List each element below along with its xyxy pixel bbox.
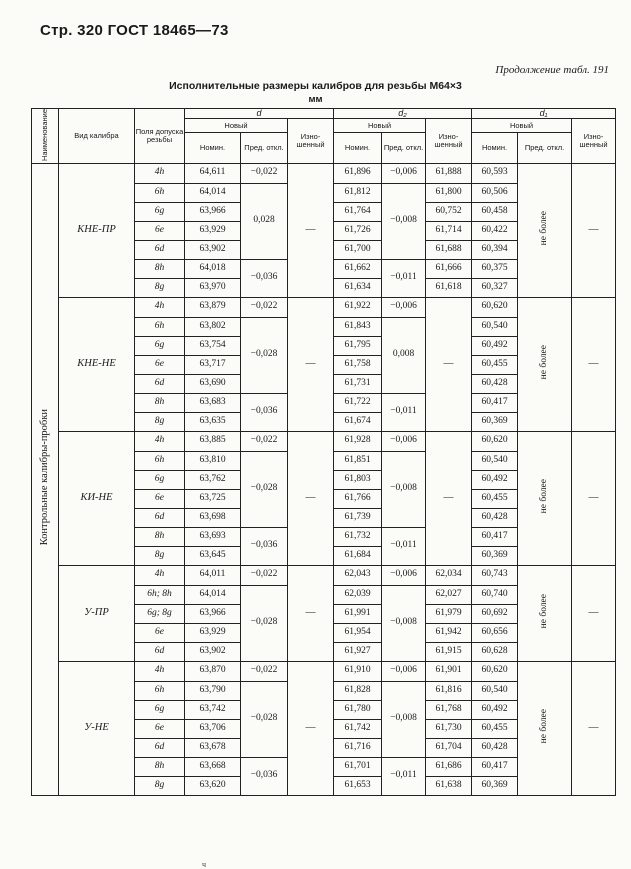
d-nominal-cell: 63,902 (185, 240, 241, 259)
d1-nominal-cell: 60,428 (472, 508, 518, 527)
tolerance-cell: 6h; 8h (135, 585, 185, 604)
d1-nominal-cell: 60,593 (472, 163, 518, 183)
d-nominal-cell: 63,929 (185, 221, 241, 240)
calibre-kind: У-НЕ (59, 661, 135, 795)
d1-worn-cell: — (572, 163, 616, 297)
d-nominal-cell: 63,870 (185, 661, 241, 681)
d2-worn-cell: 61,666 (426, 259, 472, 278)
table-continuation-label: Продолжение табл. 191 (495, 64, 609, 76)
d1-nominal-cell: 60,692 (472, 604, 518, 623)
d1-nominal-cell: 60,369 (472, 412, 518, 431)
calibre-kind: У-ПР (59, 565, 135, 661)
d-nominal-cell: 63,902 (185, 642, 241, 661)
d1-nominal-cell: 60,506 (472, 183, 518, 202)
d-limit-dev-cell: −0,022 (241, 431, 288, 451)
d1-limit-dev-cell: не более (518, 297, 572, 431)
d1-nominal-cell: 60,656 (472, 623, 518, 642)
d2-nominal-cell: 61,742 (334, 719, 382, 738)
header-d-limit-dev: Пред. откл. (241, 132, 288, 163)
table-title: Исполнительные размеры калибров для резьбы М64×3 (169, 80, 462, 92)
d1-nominal-cell: 60,492 (472, 700, 518, 719)
d2-limit-dev-cell: −0,011 (382, 527, 426, 565)
tolerance-cell: 6g (135, 202, 185, 221)
tolerance-cell: 4h (135, 661, 185, 681)
d-limit-dev-cell: −0,028 (241, 585, 288, 661)
d1-nominal-cell: 60,375 (472, 259, 518, 278)
d1-nominal-cell: 60,492 (472, 336, 518, 355)
d-nominal-cell: 63,717 (185, 355, 241, 374)
d2-nominal-cell: 61,780 (334, 700, 382, 719)
d2-limit-dev-cell: −0,006 (382, 565, 426, 585)
d-nominal-cell: 63,620 (185, 776, 241, 795)
d-nominal-cell: 63,678 (185, 738, 241, 757)
d1-limit-dev-cell: не более (518, 163, 572, 297)
d1-nominal-cell: 60,540 (472, 317, 518, 336)
d2-nominal-cell: 61,758 (334, 355, 382, 374)
d-worn-cell: — (288, 163, 334, 297)
d1-nominal-cell: 60,740 (472, 585, 518, 604)
d2-nominal-cell: 61,634 (334, 278, 382, 297)
d2-worn-cell: 61,686 (426, 757, 472, 776)
d2-nominal-cell: 61,701 (334, 757, 382, 776)
d1-nominal-cell: 60,422 (472, 221, 518, 240)
d-limit-dev-cell: −0,022 (241, 297, 288, 317)
d2-nominal-cell: 61,766 (334, 489, 382, 508)
d-worn-cell: — (288, 661, 334, 795)
d1-nominal-cell: 60,620 (472, 297, 518, 317)
tolerance-cell: 6e (135, 489, 185, 508)
d1-nominal-cell: 60,628 (472, 642, 518, 661)
d2-worn-cell: 62,027 (426, 585, 472, 604)
tolerance-cell: 6e (135, 623, 185, 642)
tolerance-cell: 6d (135, 374, 185, 393)
d2-limit-dev-cell: −0,006 (382, 431, 426, 451)
d2-nominal-cell: 61,726 (334, 221, 382, 240)
d-nominal-cell: 64,014 (185, 585, 241, 604)
d2-limit-dev-cell: −0,008 (382, 681, 426, 757)
d1-nominal-cell: 60,369 (472, 546, 518, 565)
d2-nominal-cell: 61,927 (334, 642, 382, 661)
d2-worn-cell: 61,800 (426, 183, 472, 202)
d2-nominal-cell: 61,991 (334, 604, 382, 623)
d-nominal-cell: 63,690 (185, 374, 241, 393)
d2-nominal-cell: 61,828 (334, 681, 382, 700)
tolerance-cell: 6g; 8g (135, 604, 185, 623)
d-nominal-cell: 63,810 (185, 451, 241, 470)
d2-worn-cell: 61,638 (426, 776, 472, 795)
d2-worn-cell: 61,888 (426, 163, 472, 183)
header-d: d (185, 109, 334, 119)
d-nominal-cell: 63,970 (185, 278, 241, 297)
table-unit: мм (308, 94, 323, 105)
tolerance-cell: 4h (135, 431, 185, 451)
d2-nominal-cell: 61,731 (334, 374, 382, 393)
d2-nominal-cell: 61,700 (334, 240, 382, 259)
d2-nominal-cell: 61,739 (334, 508, 382, 527)
d-limit-dev-cell: −0,036 (241, 527, 288, 565)
header-kind: Вид калибра (59, 109, 135, 164)
calibre-kind: КНЕ-ПР (59, 163, 135, 297)
d-nominal-cell: 64,018 (185, 259, 241, 278)
calibre-kind: КИ-НЕ (59, 431, 135, 565)
header-d-new: Новый (185, 119, 288, 133)
d1-worn-cell: — (572, 431, 616, 565)
d-nominal-cell: 63,693 (185, 527, 241, 546)
d-nominal-cell: 64,611 (185, 163, 241, 183)
d2-nominal-cell: 61,896 (334, 163, 382, 183)
d-limit-dev-cell: −0,036 (241, 757, 288, 795)
d-limit-dev-cell: −0,028 (241, 451, 288, 527)
d2-nominal-cell: 61,662 (334, 259, 382, 278)
d-nominal-cell: 63,683 (185, 393, 241, 412)
d-nominal-cell: 63,645 (185, 546, 241, 565)
d1-nominal-cell: 60,394 (472, 240, 518, 259)
d2-worn-cell: 61,901 (426, 661, 472, 681)
tolerance-cell: 6d (135, 240, 185, 259)
d1-nominal-cell: 60,417 (472, 757, 518, 776)
d1-nominal-cell: 60,458 (472, 202, 518, 221)
d-nominal-cell: 63,790 (185, 681, 241, 700)
tolerance-cell: 4h (135, 163, 185, 183)
tolerance-cell: 6g (135, 336, 185, 355)
d2-limit-dev-cell: 0,008 (382, 317, 426, 393)
d-limit-dev-cell: −0,036 (241, 259, 288, 297)
tolerance-cell: 8h (135, 393, 185, 412)
table-row (32, 565, 616, 585)
header-d1-worn: Изно-шенный (572, 119, 616, 164)
calibre-dimensions-table (31, 108, 616, 796)
header-d2: d₂ (334, 109, 472, 119)
d1-nominal-cell: 60,492 (472, 470, 518, 489)
table-row (32, 431, 616, 451)
d2-nominal-cell: 61,653 (334, 776, 382, 795)
header-d2-nominal: Номин. (334, 132, 382, 163)
group-label: Контрольные калибры-пробки (32, 163, 59, 795)
d1-nominal-cell: 60,455 (472, 489, 518, 508)
d-nominal-cell: 63,706 (185, 719, 241, 738)
d-nominal-cell: 63,802 (185, 317, 241, 336)
d2-limit-dev-cell: −0,006 (382, 297, 426, 317)
table-row (32, 297, 616, 317)
d1-nominal-cell: 60,540 (472, 451, 518, 470)
d-nominal-cell: 63,742 (185, 700, 241, 719)
d2-nominal-cell: 61,843 (334, 317, 382, 336)
d-nominal-cell: 63,754 (185, 336, 241, 355)
d2-worn-cell: 61,979 (426, 604, 472, 623)
d-nominal-cell: 63,879 (185, 297, 241, 317)
tolerance-cell: 4h (135, 565, 185, 585)
tolerance-cell: 8h (135, 757, 185, 776)
d2-limit-dev-cell: −0,011 (382, 259, 426, 297)
d-limit-dev-cell: −0,036 (241, 393, 288, 431)
d-nominal-cell: 63,725 (185, 489, 241, 508)
d2-nominal-cell: 61,716 (334, 738, 382, 757)
d1-nominal-cell: 60,540 (472, 681, 518, 700)
d-worn-cell: — (288, 297, 334, 431)
d1-nominal-cell: 60,417 (472, 527, 518, 546)
d-limit-dev-cell: −0,028 (241, 681, 288, 757)
d-limit-dev-cell: −0,022 (241, 661, 288, 681)
d1-nominal-cell: 60,620 (472, 661, 518, 681)
tolerance-cell: 6h (135, 183, 185, 202)
d2-limit-dev-cell: −0,008 (382, 451, 426, 527)
d2-limit-dev-cell: −0,008 (382, 585, 426, 661)
header-d-nominal: Номин. (185, 132, 241, 163)
d2-nominal-cell: 61,732 (334, 527, 382, 546)
header-d-worn: Изно-шенный (288, 119, 334, 164)
d1-nominal-cell: 60,455 (472, 355, 518, 374)
header-d2-worn: Изно-шенный (426, 119, 472, 164)
tolerance-cell: 6d (135, 642, 185, 661)
d-limit-dev-cell: −0,022 (241, 565, 288, 585)
d2-limit-dev-cell: −0,008 (382, 183, 426, 259)
header-d2-limit-dev: Пред. откл. (382, 132, 426, 163)
page-header: Стр. 320 ГОСТ 18465—73 (40, 22, 229, 39)
d2-nominal-cell: 62,043 (334, 565, 382, 585)
tolerance-cell: 4h (135, 297, 185, 317)
tolerance-cell: 8g (135, 776, 185, 795)
d1-worn-cell: — (572, 661, 616, 795)
tolerance-cell: 6d (135, 738, 185, 757)
tolerance-cell: 8h (135, 259, 185, 278)
d-nominal-cell: 64,014 (185, 183, 241, 202)
d-nominal-cell: 63,668 (185, 757, 241, 776)
d1-worn-cell: — (572, 297, 616, 431)
d2-limit-dev-cell: −0,011 (382, 757, 426, 795)
d2-nominal-cell: 61,812 (334, 183, 382, 202)
d2-worn-cell: — (426, 431, 472, 565)
d1-nominal-cell: 60,620 (472, 431, 518, 451)
d2-worn-cell: 61,714 (426, 221, 472, 240)
d1-nominal-cell: 60,369 (472, 776, 518, 795)
calibre-kind: КНЕ-НЕ (59, 297, 135, 431)
d2-worn-cell: 62,034 (426, 565, 472, 585)
d2-nominal-cell: 62,039 (334, 585, 382, 604)
tolerance-cell: 8g (135, 412, 185, 431)
d2-worn-cell: 61,942 (426, 623, 472, 642)
d-limit-dev-cell: 0,028 (241, 183, 288, 259)
tolerance-cell: 6h (135, 681, 185, 700)
tolerance-cell: 6e (135, 355, 185, 374)
d-nominal-cell: 63,966 (185, 604, 241, 623)
header-tolerance: Поля допуска резьбы (135, 109, 185, 164)
d2-limit-dev-cell: −0,006 (382, 163, 426, 183)
d2-worn-cell: 60,752 (426, 202, 472, 221)
d2-limit-dev-cell: −0,011 (382, 393, 426, 431)
d2-worn-cell: 61,816 (426, 681, 472, 700)
d2-nominal-cell: 61,803 (334, 470, 382, 489)
d2-limit-dev-cell: −0,006 (382, 661, 426, 681)
header-d1: d₁ (472, 109, 616, 119)
d2-worn-cell: 61,915 (426, 642, 472, 661)
d1-limit-dev-cell: не более (518, 565, 572, 661)
d2-nominal-cell: 61,851 (334, 451, 382, 470)
tolerance-cell: 8h (135, 527, 185, 546)
tolerance-cell: 6e (135, 221, 185, 240)
tolerance-cell: 6g (135, 470, 185, 489)
stray-mark: ч (202, 860, 207, 869)
tolerance-cell: 8g (135, 546, 185, 565)
d2-nominal-cell: 61,674 (334, 412, 382, 431)
d-nominal-cell: 63,929 (185, 623, 241, 642)
d2-nominal-cell: 61,954 (334, 623, 382, 642)
header-d1-limit-dev: Пред. откл. (518, 132, 572, 163)
d-worn-cell: — (288, 565, 334, 661)
d-nominal-cell: 63,635 (185, 412, 241, 431)
d1-nominal-cell: 60,743 (472, 565, 518, 585)
d2-nominal-cell: 61,722 (334, 393, 382, 412)
d1-limit-dev-cell: не более (518, 431, 572, 565)
d2-worn-cell: 61,688 (426, 240, 472, 259)
d-limit-dev-cell: −0,022 (241, 163, 288, 183)
d2-nominal-cell: 61,795 (334, 336, 382, 355)
d1-limit-dev-cell: не более (518, 661, 572, 795)
d2-worn-cell: 61,618 (426, 278, 472, 297)
header-d2-new: Новый (334, 119, 426, 133)
d-limit-dev-cell: −0,028 (241, 317, 288, 393)
d1-nominal-cell: 60,417 (472, 393, 518, 412)
d1-nominal-cell: 60,455 (472, 719, 518, 738)
d2-worn-cell: — (426, 297, 472, 431)
d1-nominal-cell: 60,428 (472, 374, 518, 393)
d-nominal-cell: 63,885 (185, 431, 241, 451)
d1-nominal-cell: 60,327 (472, 278, 518, 297)
d2-worn-cell: 61,730 (426, 719, 472, 738)
header-naming: Наименование (32, 109, 59, 164)
d2-nominal-cell: 61,910 (334, 661, 382, 681)
tolerance-cell: 8g (135, 278, 185, 297)
table-row (32, 163, 616, 183)
tolerance-cell: 6g (135, 700, 185, 719)
d-nominal-cell: 64,011 (185, 565, 241, 585)
d-nominal-cell: 63,966 (185, 202, 241, 221)
d-nominal-cell: 63,762 (185, 470, 241, 489)
d1-nominal-cell: 60,428 (472, 738, 518, 757)
d-worn-cell: — (288, 431, 334, 565)
table-body (32, 163, 616, 795)
tolerance-cell: 6h (135, 317, 185, 336)
header-d1-new: Новый (472, 119, 572, 133)
d-nominal-cell: 63,698 (185, 508, 241, 527)
header-d1-nominal: Номин. (472, 132, 518, 163)
d2-nominal-cell: 61,928 (334, 431, 382, 451)
d2-nominal-cell: 61,684 (334, 546, 382, 565)
table-row (32, 661, 616, 681)
d2-worn-cell: 61,768 (426, 700, 472, 719)
tolerance-cell: 6d (135, 508, 185, 527)
tolerance-cell: 6e (135, 719, 185, 738)
d2-worn-cell: 61,704 (426, 738, 472, 757)
d1-worn-cell: — (572, 565, 616, 661)
d2-nominal-cell: 61,764 (334, 202, 382, 221)
d2-nominal-cell: 61,922 (334, 297, 382, 317)
tolerance-cell: 6h (135, 451, 185, 470)
